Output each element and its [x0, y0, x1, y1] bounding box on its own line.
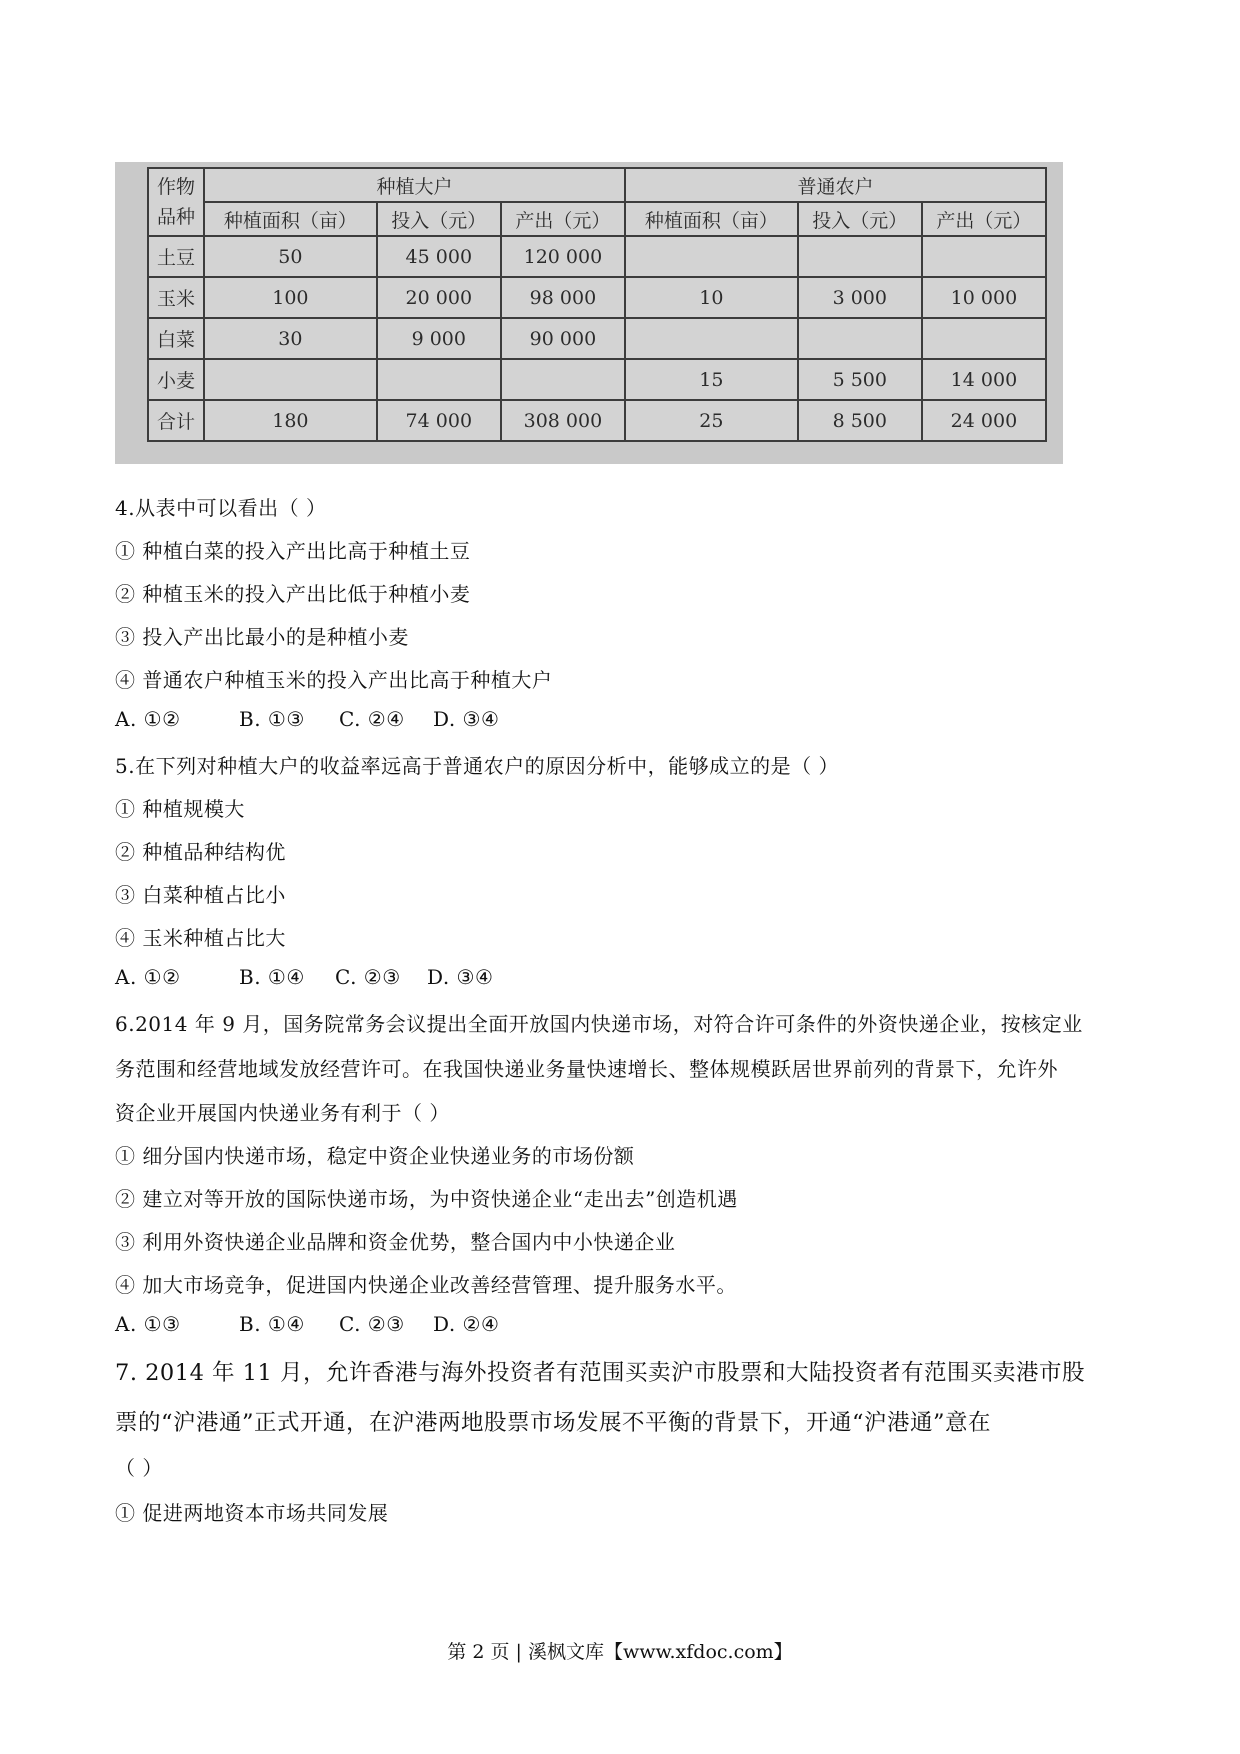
q5-item: ③ 白菜种植占比小 [115, 883, 286, 907]
page-footer: 第 2 页 | 溪枫文库【www.xfdoc.com】 [447, 1641, 793, 1663]
table-cell: 90 000 [501, 318, 625, 359]
table-cell: 10 [625, 277, 798, 318]
table-cell [922, 318, 1046, 359]
table-photo [115, 162, 1063, 464]
q4-item: ① 种植白菜的投入产出比高于种植土豆 [115, 539, 471, 563]
q5-item: ② 种植品种结构优 [115, 840, 286, 864]
group-header: 普通农户 [625, 168, 1046, 202]
q6-item: ② 建立对等开放的国际快递市场，为中资快递企业“走出去”创造机遇 [115, 1187, 738, 1211]
table-cell: 30 [204, 318, 377, 359]
option-c: C. ②③ [339, 1312, 405, 1336]
q5-options [115, 965, 493, 989]
table-cell: 10 000 [922, 277, 1046, 318]
table-row [148, 400, 1046, 441]
table-cell: 15 [625, 359, 798, 400]
table-cell: 25 [625, 400, 798, 441]
sub-header: 投入（元） [798, 202, 922, 236]
table-cell [204, 359, 377, 400]
sub-header: 产出（元） [922, 202, 1046, 236]
table-cell: 308 000 [501, 400, 625, 441]
q6-options [115, 1312, 499, 1336]
corner-cell [148, 168, 204, 236]
option-c: C. ②③ [335, 965, 401, 989]
row-label: 玉米 [148, 277, 204, 318]
table-cell [798, 318, 922, 359]
q5-item: ① 种植规模大 [115, 797, 245, 821]
table-row [148, 318, 1046, 359]
table-row [148, 277, 1046, 318]
q5-stem: 5.在下列对种植大户的收益率远高于普通农户的原因分析中，能够成立的是（ ） [115, 754, 839, 778]
table-cell: 5 500 [798, 359, 922, 400]
option-a: A. ①③ [115, 1312, 181, 1336]
table-cell: 9 000 [377, 318, 501, 359]
option-d: D. ②④ [433, 1312, 500, 1336]
q6-stem-line: 6.2014 年 9 月，国务院常务会议提出全面开放国内快递市场，对符合许可条件的外资快递企业，按核定业 [115, 1012, 1083, 1036]
table-row [148, 359, 1046, 400]
q4-item: ④ 普通农户种植玉米的投入产出比高于种植大户 [115, 668, 553, 692]
option-d: D. ③④ [427, 965, 494, 989]
option-a: A. ①② [115, 707, 181, 731]
q6-item: ③ 利用外资快递企业品牌和资金优势，整合国内中小快递企业 [115, 1230, 676, 1254]
sub-header: 种植面积（亩） [625, 202, 798, 236]
table-cell [922, 236, 1046, 277]
option-c: C. ②④ [339, 707, 405, 731]
sub-header: 产出（元） [501, 202, 625, 236]
table-cell: 3 000 [798, 277, 922, 318]
q6-item: ④ 加大市场竞争，促进国内快递企业改善经营管理、提升服务水平。 [115, 1273, 737, 1297]
row-label: 白菜 [148, 318, 204, 359]
table-cell [501, 359, 625, 400]
q7-stem-line: （ ） [115, 1456, 163, 1480]
table-cell [798, 236, 922, 277]
table-cell: 180 [204, 400, 377, 441]
q4-stem: 4.从表中可以看出（ ） [115, 496, 327, 520]
option-a: A. ①② [115, 965, 181, 989]
table-row [148, 236, 1046, 277]
table-cell: 120 000 [501, 236, 625, 277]
corner-line-1: 作物 [156, 176, 195, 198]
q7-item: ① 促进两地资本市场共同发展 [115, 1501, 389, 1525]
q7-stem-line: 票的“沪港通”正式开通，在沪港两地股票市场发展不平衡的背景下，开通“沪港通”意在 [115, 1410, 992, 1436]
option-b: B. ①④ [239, 1312, 305, 1336]
q4-item: ③ 投入产出比最小的是种植小麦 [115, 625, 409, 649]
option-b: B. ①③ [239, 707, 305, 731]
sub-header: 投入（元） [377, 202, 501, 236]
table-cell: 20 000 [377, 277, 501, 318]
q6-stem-line: 务范围和经营地域发放经营许可。在我国快递业务量快速增长、整体规模跃居世界前列的背景下，允许外 [115, 1057, 1058, 1081]
table-cell: 8 500 [798, 400, 922, 441]
group-header: 种植大户 [204, 168, 625, 202]
option-d: D. ③④ [433, 707, 500, 731]
table-cell [377, 359, 501, 400]
corner-line-2: 品种 [156, 206, 195, 228]
row-label: 小麦 [148, 359, 204, 400]
option-b: B. ①④ [239, 965, 305, 989]
table-cell [625, 318, 798, 359]
data-table [147, 167, 1047, 442]
table-cell: 24 000 [922, 400, 1046, 441]
sub-header: 种植面积（亩） [204, 202, 377, 236]
table-cell: 74 000 [377, 400, 501, 441]
table-cell [625, 236, 798, 277]
q7-stem-line: 7. 2014 年 11 月，允许香港与海外投资者有范围买卖沪市股票和大陆投资者有范围买卖港市股 [115, 1360, 1085, 1386]
q4-item: ② 种植玉米的投入产出比低于种植小麦 [115, 582, 471, 606]
q5-item: ④ 玉米种植占比大 [115, 926, 286, 950]
q6-item: ① 细分国内快递市场，稳定中资企业快递业务的市场份额 [115, 1144, 635, 1168]
table-cell: 14 000 [922, 359, 1046, 400]
q6-stem-line: 资企业开展国内快递业务有利于（ ） [115, 1101, 450, 1125]
row-label: 合计 [148, 400, 204, 441]
table-cell: 100 [204, 277, 377, 318]
table-cell: 50 [204, 236, 377, 277]
table-cell: 45 000 [377, 236, 501, 277]
row-label: 土豆 [148, 236, 204, 277]
table-cell: 98 000 [501, 277, 625, 318]
q4-options [115, 707, 499, 731]
